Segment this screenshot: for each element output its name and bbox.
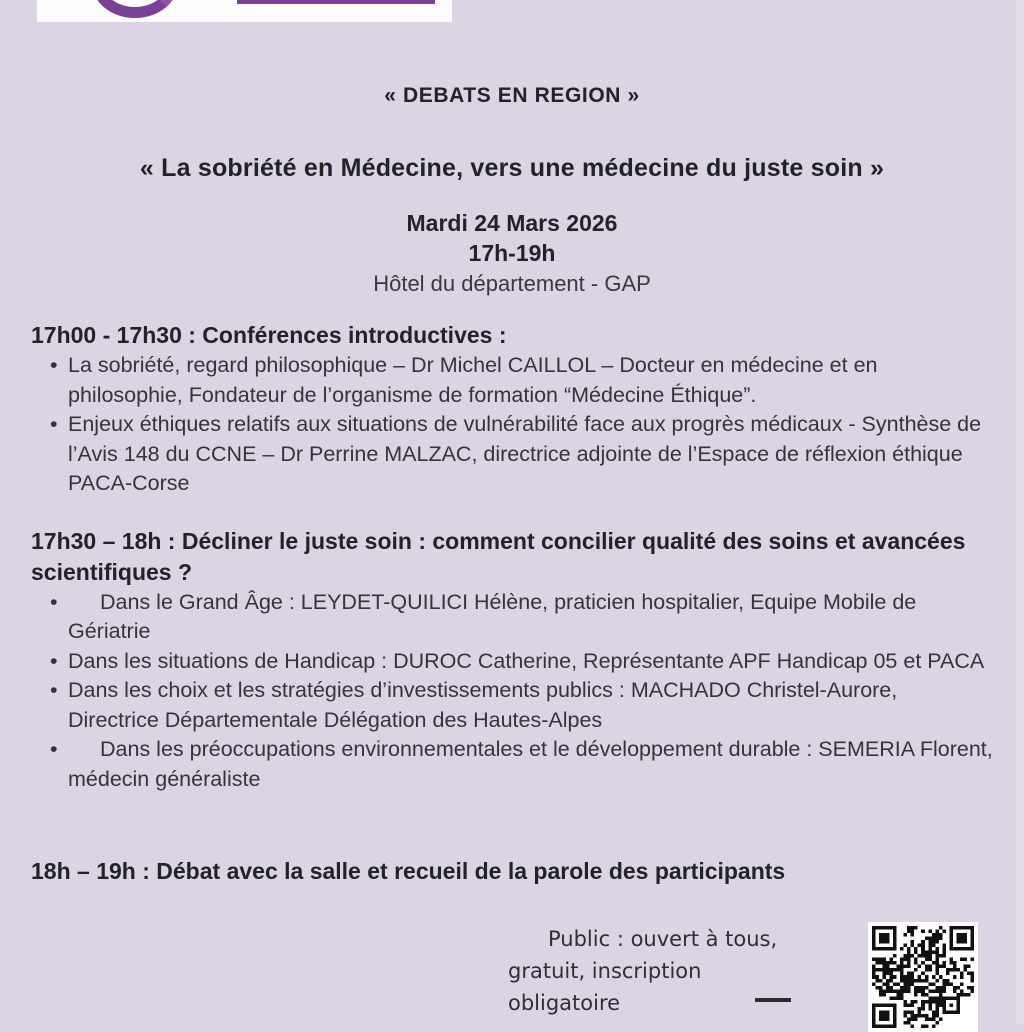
session-heading-2: 17h30 – 18h : Décliner le juste soin : comment concilier qualité des soins et avancées scientifiques ? (31, 527, 966, 585)
bullet-marker: • (50, 353, 58, 377)
program-schedule (31, 320, 993, 887)
public-access-note (508, 923, 808, 1019)
qr-code-image (872, 926, 974, 1028)
bullet-marker: • (50, 737, 58, 761)
qr-code[interactable] (868, 922, 978, 1032)
list-item-text: La sobriété, regard philosophique – Dr Michel CAILLOL – Docteur en médecine et en philosophie, Fondateur de l’organisme de formation “Médecine Éthique”. (68, 353, 878, 407)
list-item (31, 647, 993, 677)
bullet-marker: • (50, 678, 58, 702)
session-items-1 (31, 351, 993, 499)
list-item (31, 588, 993, 647)
page-title-primary: « DEBATS EN REGION » (384, 84, 640, 107)
public-note-line-2: gratuit, inscription (508, 959, 702, 983)
list-item-text: Dans les choix et les stratégies d’investissements publics : MACHADO Christel-Aurore, Directrice Départementale Délégation des Hautes-Alpes (68, 678, 898, 732)
organization-logo (37, 0, 452, 22)
list-item-text: Enjeux éthiques relatifs aux situations de vulnérabilité face aux progrès médicaux - Synthèse de l’Avis 148 du CCNE – Dr Perrine MALZAC, directrice adjointe de l’Espace de réflexion éthique PACA-Corse (68, 412, 982, 495)
session-heading-3: 18h – 19h : Débat avec la salle et recueil de la parole des participants (31, 858, 786, 884)
list-item-text: Dans le Grand Âge : LEYDET-QUILICI Hélène, praticien hospitalier, Equipe Mobile de Gériatrie (68, 589, 917, 643)
list-item-text: Dans les préoccupations environnementales et le développement durable : SEMERIA Florent, médecin généraliste (68, 737, 993, 791)
logo-bar-icon (237, 0, 435, 4)
bullet-marker: • (50, 412, 58, 436)
logo-arc-icon (92, 0, 178, 18)
event-venue: Hôtel du département - GAP (373, 271, 651, 296)
public-note-line-3: obligatoire (508, 991, 621, 1015)
list-item (31, 351, 993, 410)
session-heading-1: 17h00 - 17h30 : Conférences introductives : (31, 322, 507, 348)
list-item (31, 676, 993, 735)
page-title-secondary: « La sobriété en Médecine, vers une médecine du juste soin » (139, 154, 885, 182)
list-item (31, 410, 993, 499)
title-block (0, 84, 1024, 183)
bullet-marker: • (50, 648, 58, 673)
session-items-2 (31, 588, 993, 795)
bullet-marker: • (50, 589, 58, 614)
spacer (31, 794, 993, 856)
event-meta (0, 208, 1024, 300)
list-item (31, 735, 993, 794)
event-time: 17h-19h (468, 240, 556, 266)
list-item-text: Dans les situations de Handicap : DUROC Catherine, Représentante APF Handicap 05 et PACA (68, 648, 985, 673)
public-note-line-1: Public : ouvert à tous, (548, 927, 778, 951)
spacer (31, 499, 993, 526)
event-date: Mardi 24 Mars 2026 (406, 210, 618, 236)
dash-mark (755, 998, 791, 1002)
